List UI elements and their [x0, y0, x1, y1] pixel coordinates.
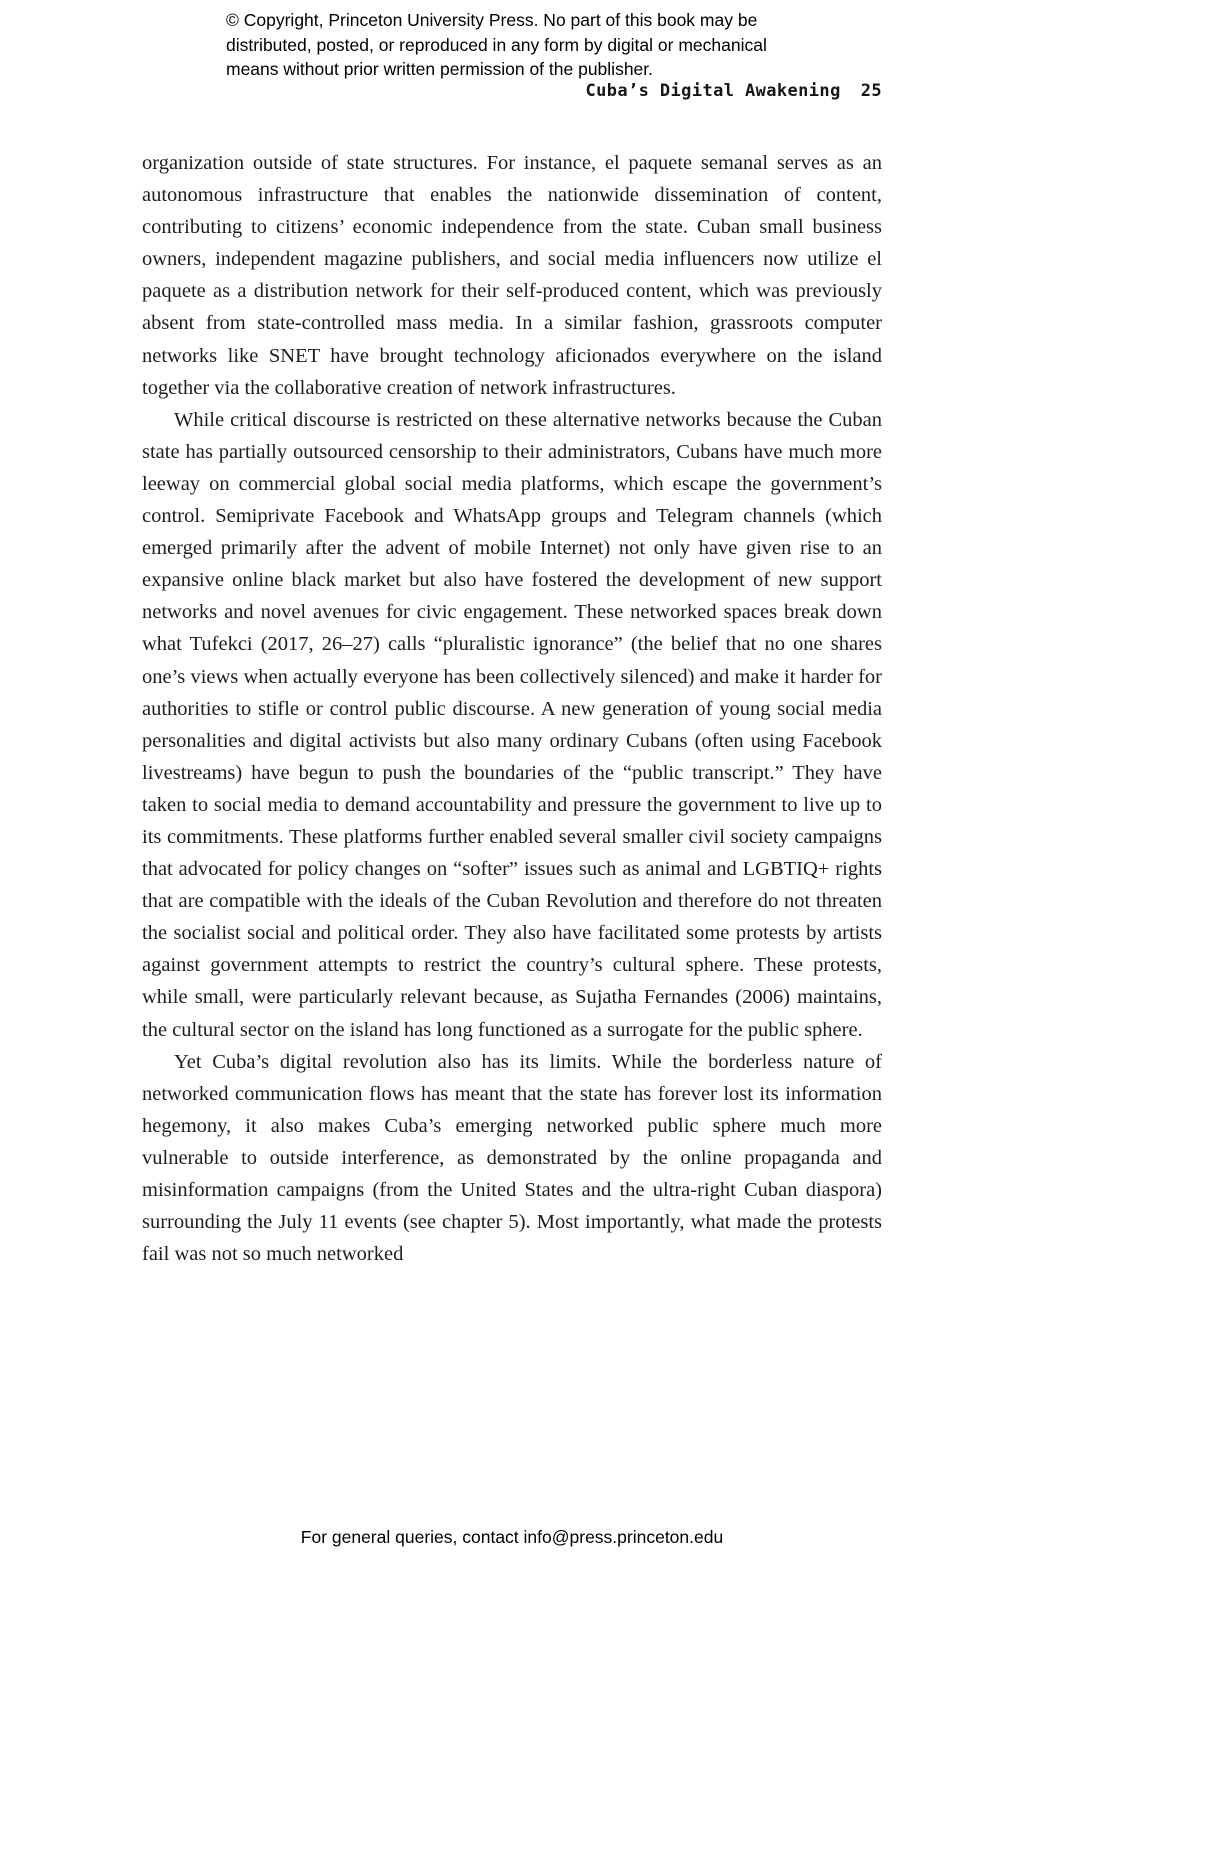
copyright-line: means without prior written permission of the publisher.: [226, 59, 654, 79]
paragraph: organization outside of state structures. For instance, el paquete semanal serves as an autonomous infrastructure that enables the nationwide dissemination of content, contributing to citizens’ economic independence from the state. Cuban small business owners, independent magazine publishers, and social media influencers now utilize el paquete as a distribution network for their self-produced content, which was previously absent from state-controlled mass media. In a similar fashion, grassroots computer networks like SNET have brought technology aficionados everywhere on the island together via the collaborative creation of network infrastructures.: [142, 152, 882, 399]
copyright-line: distributed, posted, or reproduced in any form by digital or mechanical: [226, 34, 767, 55]
copyright-line: © Copyright, Princeton University Press. No part of this book may be: [226, 10, 758, 30]
footer-contact: For general queries, contact info@press.princeton.edu: [300, 1527, 724, 1547]
running-head-title: Cuba’s Digital Awakening: [585, 81, 841, 101]
running-head: [142, 81, 882, 101]
paragraph: While critical discourse is restricted on these alternative networks because the Cuban state has partially outsourced censorship to their administrators, Cubans have much more leeway on commercial global social media platforms, which escape the government’s control. Semiprivate Facebook and WhatsApp groups and Telegram channels (which emerged primarily after the advent of mobile Internet) not only have given rise to an expansive online black market but also have fostered the development of new support networks and novel avenues for civic engagement. These networked spaces break down what Tufekci (2017, 26–27) calls “pluralistic ignorance” (the belief that no one shares one’s views when actually everyone has been collectively silenced) and make it harder for authorities to stifle or control public discourse. A new generation of young social media personalities and digital activists but also many ordinary Cubans (often using Facebook livestreams) have begun to push the boundaries of the “public transcript.” They have taken to social media to demand accountability and pressure the government to live up to its commitments. These platforms further enabled several smaller civil society campaigns that advocated for policy changes on “softer” issues such as animal and LGBTIQ+ rights that are compatible with the ideals of the Cuban Revolution and therefore do not threaten the socialist social and political order. They also have facilitated some protests by artists against government attempts to restrict the country’s cultural sphere. These protests, while small, were particularly relevant because, as Sujatha Fernandes (2006) maintains, the cultural sector on the island has long functioned as a surrogate for the public sphere.: [142, 408, 882, 1041]
page-body: [142, 147, 882, 1270]
paragraph: Yet Cuba’s digital revolution also has its limits. While the borderless nature of networked communication flows has meant that the state has forever lost its information hegemony, it also makes Cuba’s emerging networked public sphere much more vulnerable to outside interference, as demonstrated by the online propaganda and misinformation campaigns (from the United States and the ultra-right Cuban diaspora) surrounding the July 11 events (see chapter 5). Most importantly, what made the protests fail was not so much networked: [142, 1050, 882, 1266]
copyright-notice: [226, 8, 767, 82]
page-number: 25: [860, 81, 882, 101]
